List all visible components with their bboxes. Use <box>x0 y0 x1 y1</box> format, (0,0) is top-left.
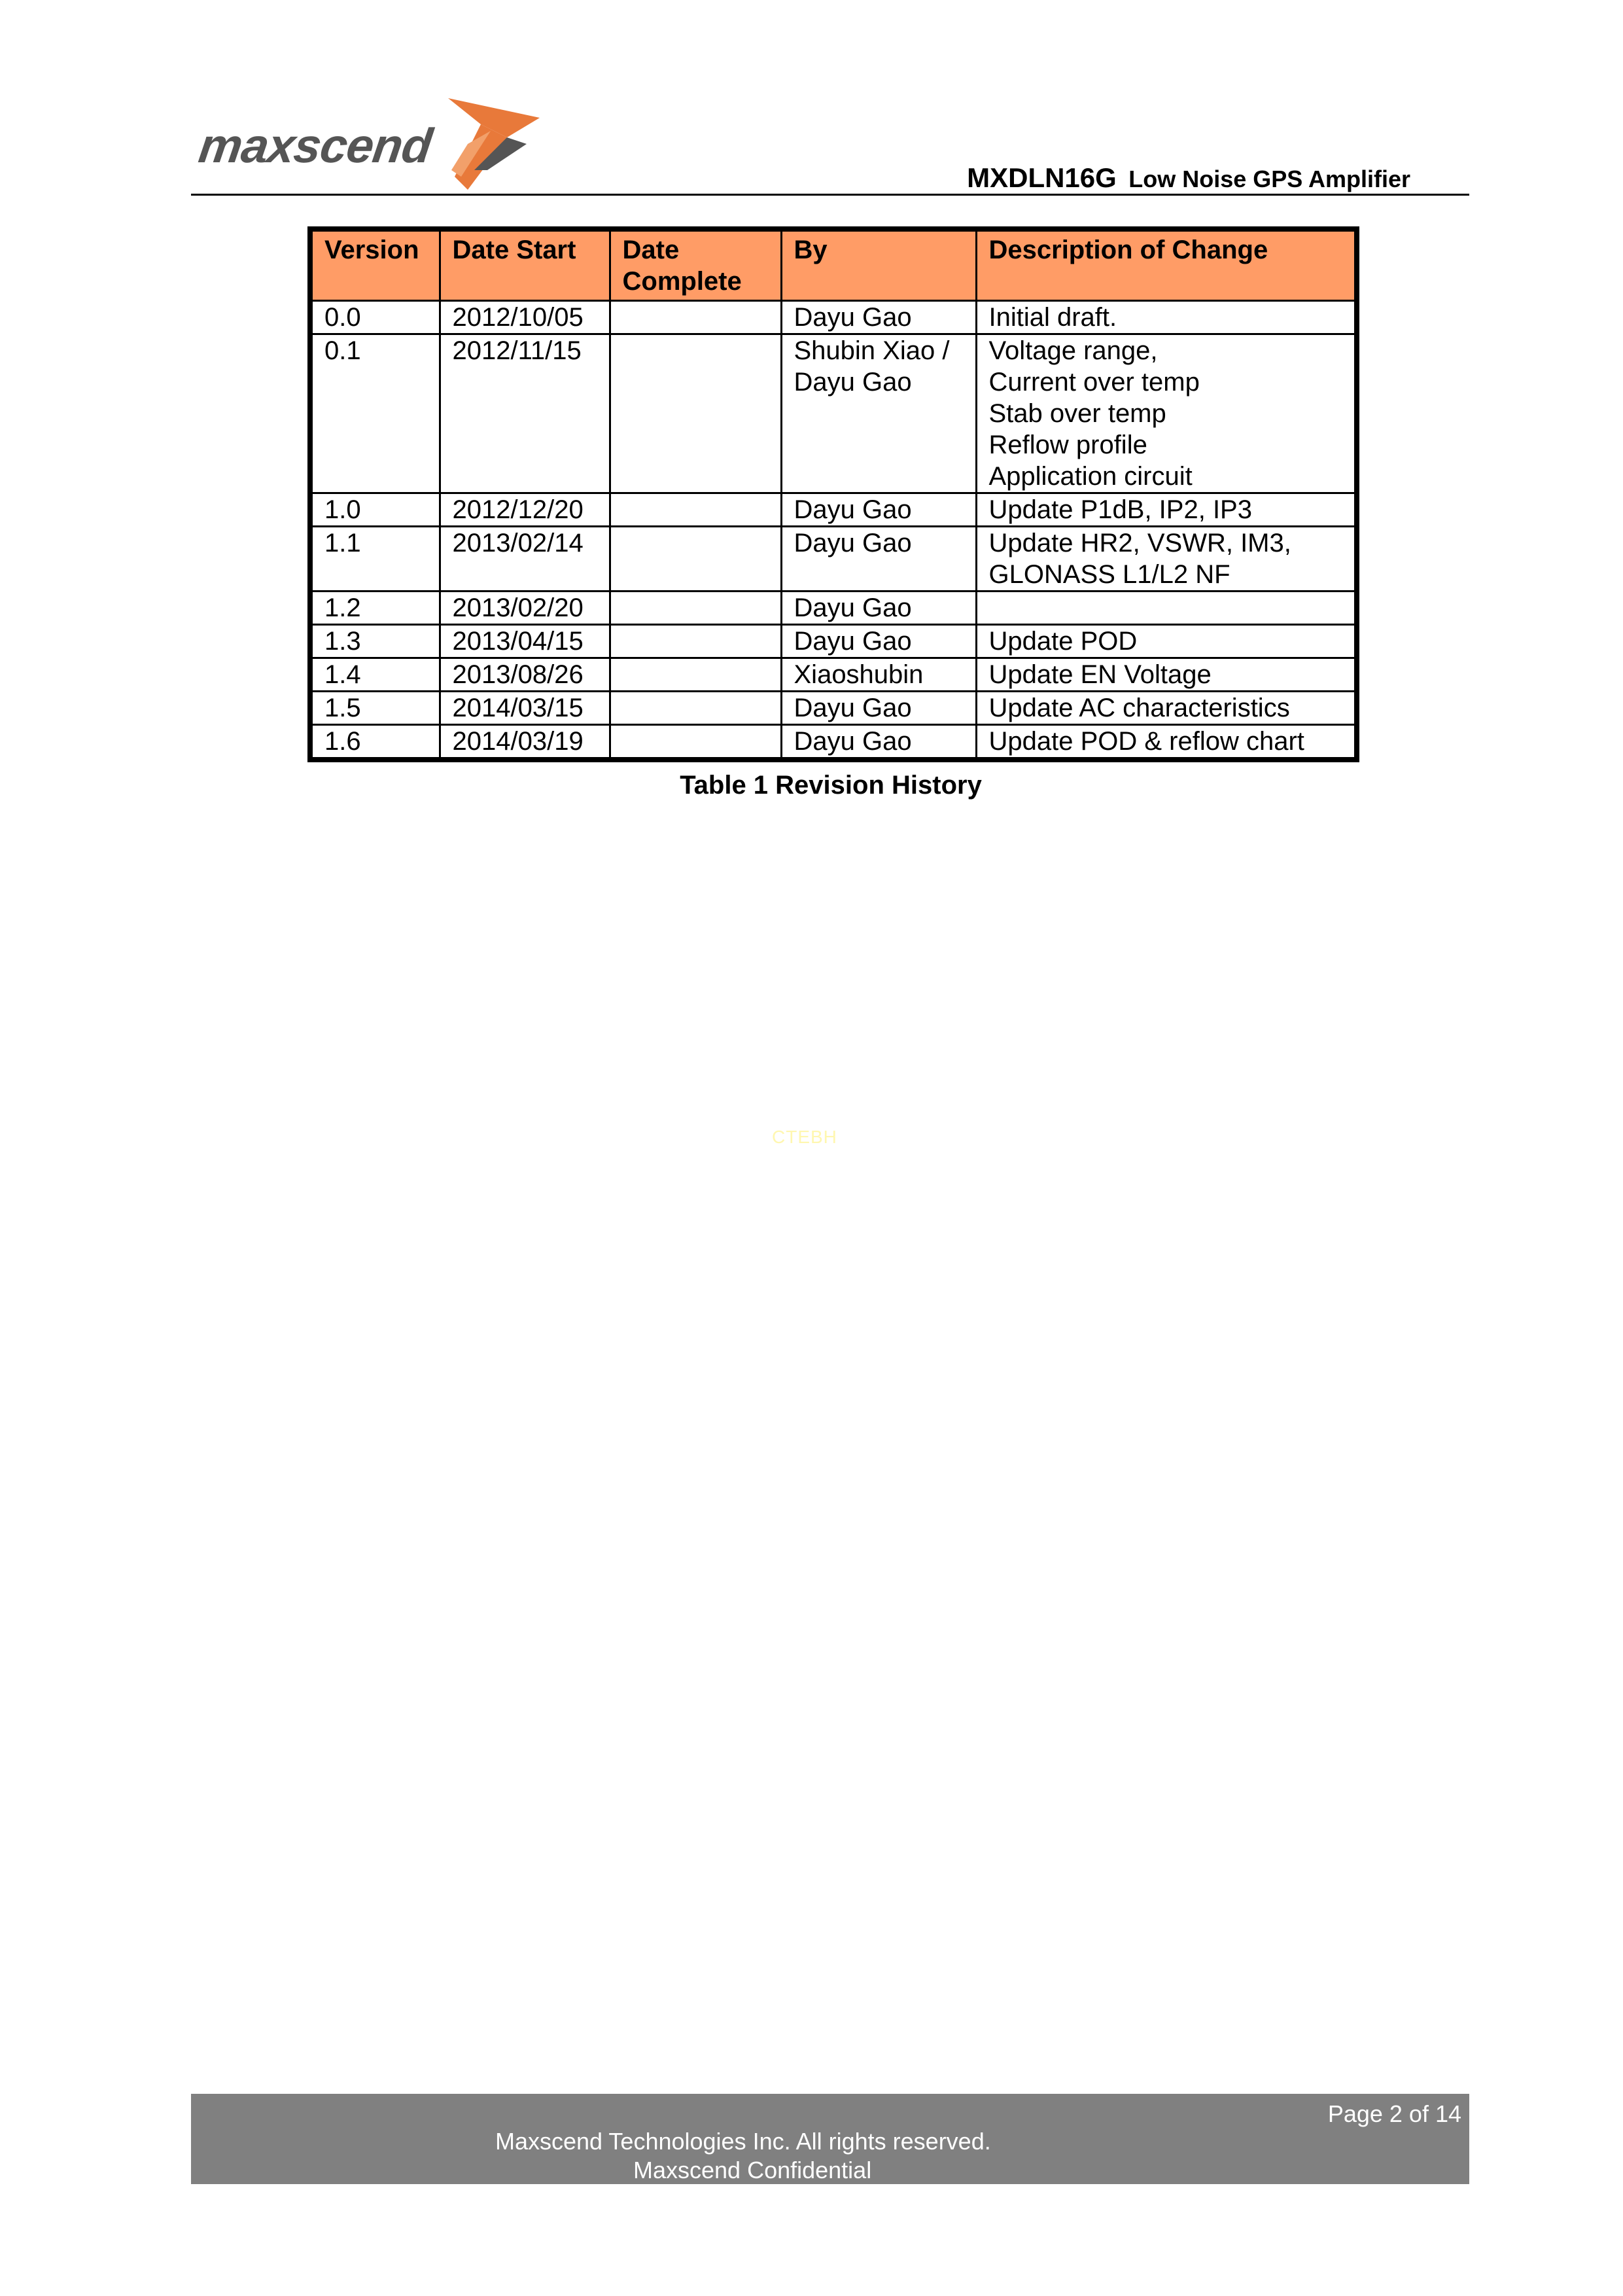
column-header-date-complete: Date Complete <box>610 229 781 301</box>
table-caption: Table 1 Revision History <box>680 771 982 800</box>
version-cell: 0.0 <box>310 301 440 334</box>
logo-mark-icon <box>428 98 540 190</box>
revision-history-table <box>307 226 1359 762</box>
date-start-cell: 2014/03/19 <box>440 725 610 760</box>
table-row <box>310 725 1357 760</box>
description-cell: Initial draft. <box>976 301 1357 334</box>
date-complete-cell <box>610 334 781 493</box>
date-complete-cell <box>610 692 781 725</box>
description-cell: Update P1dB, IP2, IP3 <box>976 493 1357 527</box>
company-logo <box>196 98 540 190</box>
by-cell: Dayu Gao <box>781 725 976 760</box>
table-row <box>310 658 1357 692</box>
version-cell: 1.2 <box>310 592 440 625</box>
version-cell: 1.4 <box>310 658 440 692</box>
table-row <box>310 592 1357 625</box>
by-cell: Dayu Gao <box>781 625 976 658</box>
version-cell: 1.6 <box>310 725 440 760</box>
date-complete-cell <box>610 301 781 334</box>
part-number: MXDLN16G <box>967 162 1117 193</box>
description-cell: Update EN Voltage <box>976 658 1357 692</box>
description-cell: Update HR2, VSWR, IM3, GLONASS L1/L2 NF <box>976 527 1357 592</box>
description-cell <box>976 592 1357 625</box>
date-complete-cell <box>610 527 781 592</box>
date-complete-cell <box>610 625 781 658</box>
column-header-version: Version <box>310 229 440 301</box>
date-start-cell: 2014/03/15 <box>440 692 610 725</box>
table-header-row <box>310 229 1357 301</box>
date-complete-cell <box>610 493 781 527</box>
table-row <box>310 493 1357 527</box>
column-header-by: By <box>781 229 976 301</box>
date-complete-cell <box>610 592 781 625</box>
table-row <box>310 625 1357 658</box>
version-cell: 1.5 <box>310 692 440 725</box>
logo-text: maxscend <box>196 118 435 173</box>
description-cell: Update AC characteristics <box>976 692 1357 725</box>
date-start-cell: 2012/12/20 <box>440 493 610 527</box>
date-complete-cell <box>610 658 781 692</box>
version-cell: 1.0 <box>310 493 440 527</box>
page-footer <box>191 2094 1469 2184</box>
date-start-cell: 2013/08/26 <box>440 658 610 692</box>
confidential-notice: Maxscend Confidential <box>633 2157 872 2183</box>
column-header-date-start: Date Start <box>440 229 610 301</box>
table-row <box>310 301 1357 334</box>
revision-table-body <box>310 301 1357 760</box>
header-divider <box>191 194 1469 196</box>
date-start-cell: 2013/02/20 <box>440 592 610 625</box>
description-cell: Update POD & reflow chart <box>976 725 1357 760</box>
date-start-cell: 2013/04/15 <box>440 625 610 658</box>
by-cell: Shubin Xiao / Dayu Gao <box>781 334 976 493</box>
description-cell: Update POD <box>976 625 1357 658</box>
page-number: Page 2 of 14 <box>1327 2100 1461 2127</box>
version-cell: 1.1 <box>310 527 440 592</box>
watermark: CTEBH <box>772 1127 837 1147</box>
product-description: Low Noise GPS Amplifier <box>1128 166 1410 192</box>
by-cell: Xiaoshubin <box>781 658 976 692</box>
date-complete-cell <box>610 725 781 760</box>
table-row <box>310 527 1357 592</box>
column-header-description: Description of Change <box>976 229 1357 301</box>
document-title <box>967 162 1410 194</box>
version-cell: 1.3 <box>310 625 440 658</box>
by-cell: Dayu Gao <box>781 592 976 625</box>
copyright-notice: Maxscend Technologies Inc. All rights reserved. <box>495 2128 991 2155</box>
table-row <box>310 692 1357 725</box>
by-cell: Dayu Gao <box>781 692 976 725</box>
by-cell: Dayu Gao <box>781 493 976 527</box>
version-cell: 0.1 <box>310 334 440 493</box>
by-cell: Dayu Gao <box>781 301 976 334</box>
description-cell: Voltage range, Current over temp Stab over temp Reflow profile Application circuit <box>976 334 1357 493</box>
date-start-cell: 2012/10/05 <box>440 301 610 334</box>
date-start-cell: 2013/02/14 <box>440 527 610 592</box>
by-cell: Dayu Gao <box>781 527 976 592</box>
table-row <box>310 334 1357 493</box>
date-start-cell: 2012/11/15 <box>440 334 610 493</box>
